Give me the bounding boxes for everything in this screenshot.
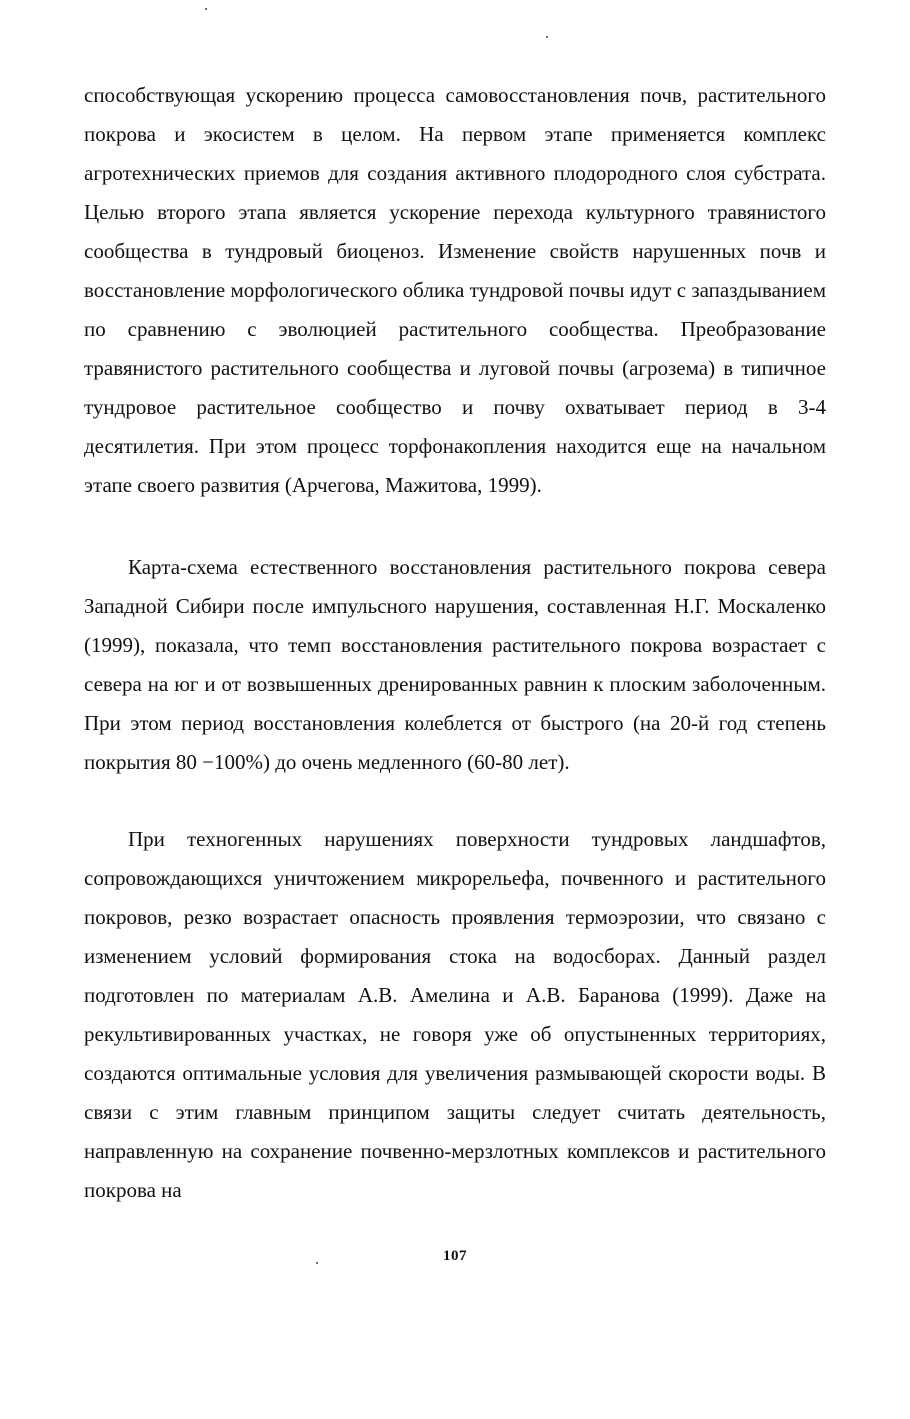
- paragraph-2-block: [84, 548, 826, 782]
- paragraph-1: способствующая ускорению процесса самовосстановления почв, растительного покрова и экосистем в целом. На первом этапе применяется комплекс агротехнических приемов для создания активного плодородного слоя субстрата. Целью второго этапа является ускорение перехода культурного травянистого сообщества в тундровый биоценоз. Изменение свойств нарушенных почв и восстановление морфологического облика тундровой почвы идут с запаздыванием по сравнению с эволюцией растительного сообщества. Преобразование травянистого растительного сообщества и луговой почвы (агрозема) в типичное тундровое растительное сообщество и почву охватывает период в 3-4 десятилетия. При этом процесс торфонакопления находится еще на начальном этапе своего развития (Арчегова, Мажитова, 1999).: [84, 83, 826, 497]
- paragraph-1-block: [84, 76, 826, 505]
- scan-speck: [205, 8, 207, 10]
- paragraph-3: При техногенных нарушениях поверхности тундровых ландшафтов, сопровождающихся уничтожением микрорельефа, почвенного и растительного покровов, резко возрастает опасность проявления термоэрозии, что связано с изменением условий формирования стока на водосборах. Данный раздел подготовлен по материалам А.В. Амелина и А.В. Баранова (1999). Даже на рекультивированных участках, не говоря уже об опустыненных территориях, создаются оптимальные условия для увеличения размывающей скорости воды. В связи с этим главным принципом защиты следует считать деятельность, направленную на сохранение почвенно-мерзлотных комплексов и растительного покрова на: [84, 827, 826, 1202]
- scan-speck: [546, 36, 548, 38]
- page-number: 107: [443, 1248, 467, 1264]
- paragraph-3-block: [84, 820, 826, 1210]
- paragraph-2: Карта-схема естественного восстановления растительного покрова севера Западной Сибири после импульсного нарушения, составленная Н.Г. Москаленко (1999), показала, что темп восстановления растительного покрова возрастает с севера на юг и от возвышенных дренированных равнин к плоским заболоченным. При этом период восстановления колеблется от быстрого (на 20-й год степень покрытия 80 −100%) до очень медленного (60-80 лет).: [84, 555, 826, 774]
